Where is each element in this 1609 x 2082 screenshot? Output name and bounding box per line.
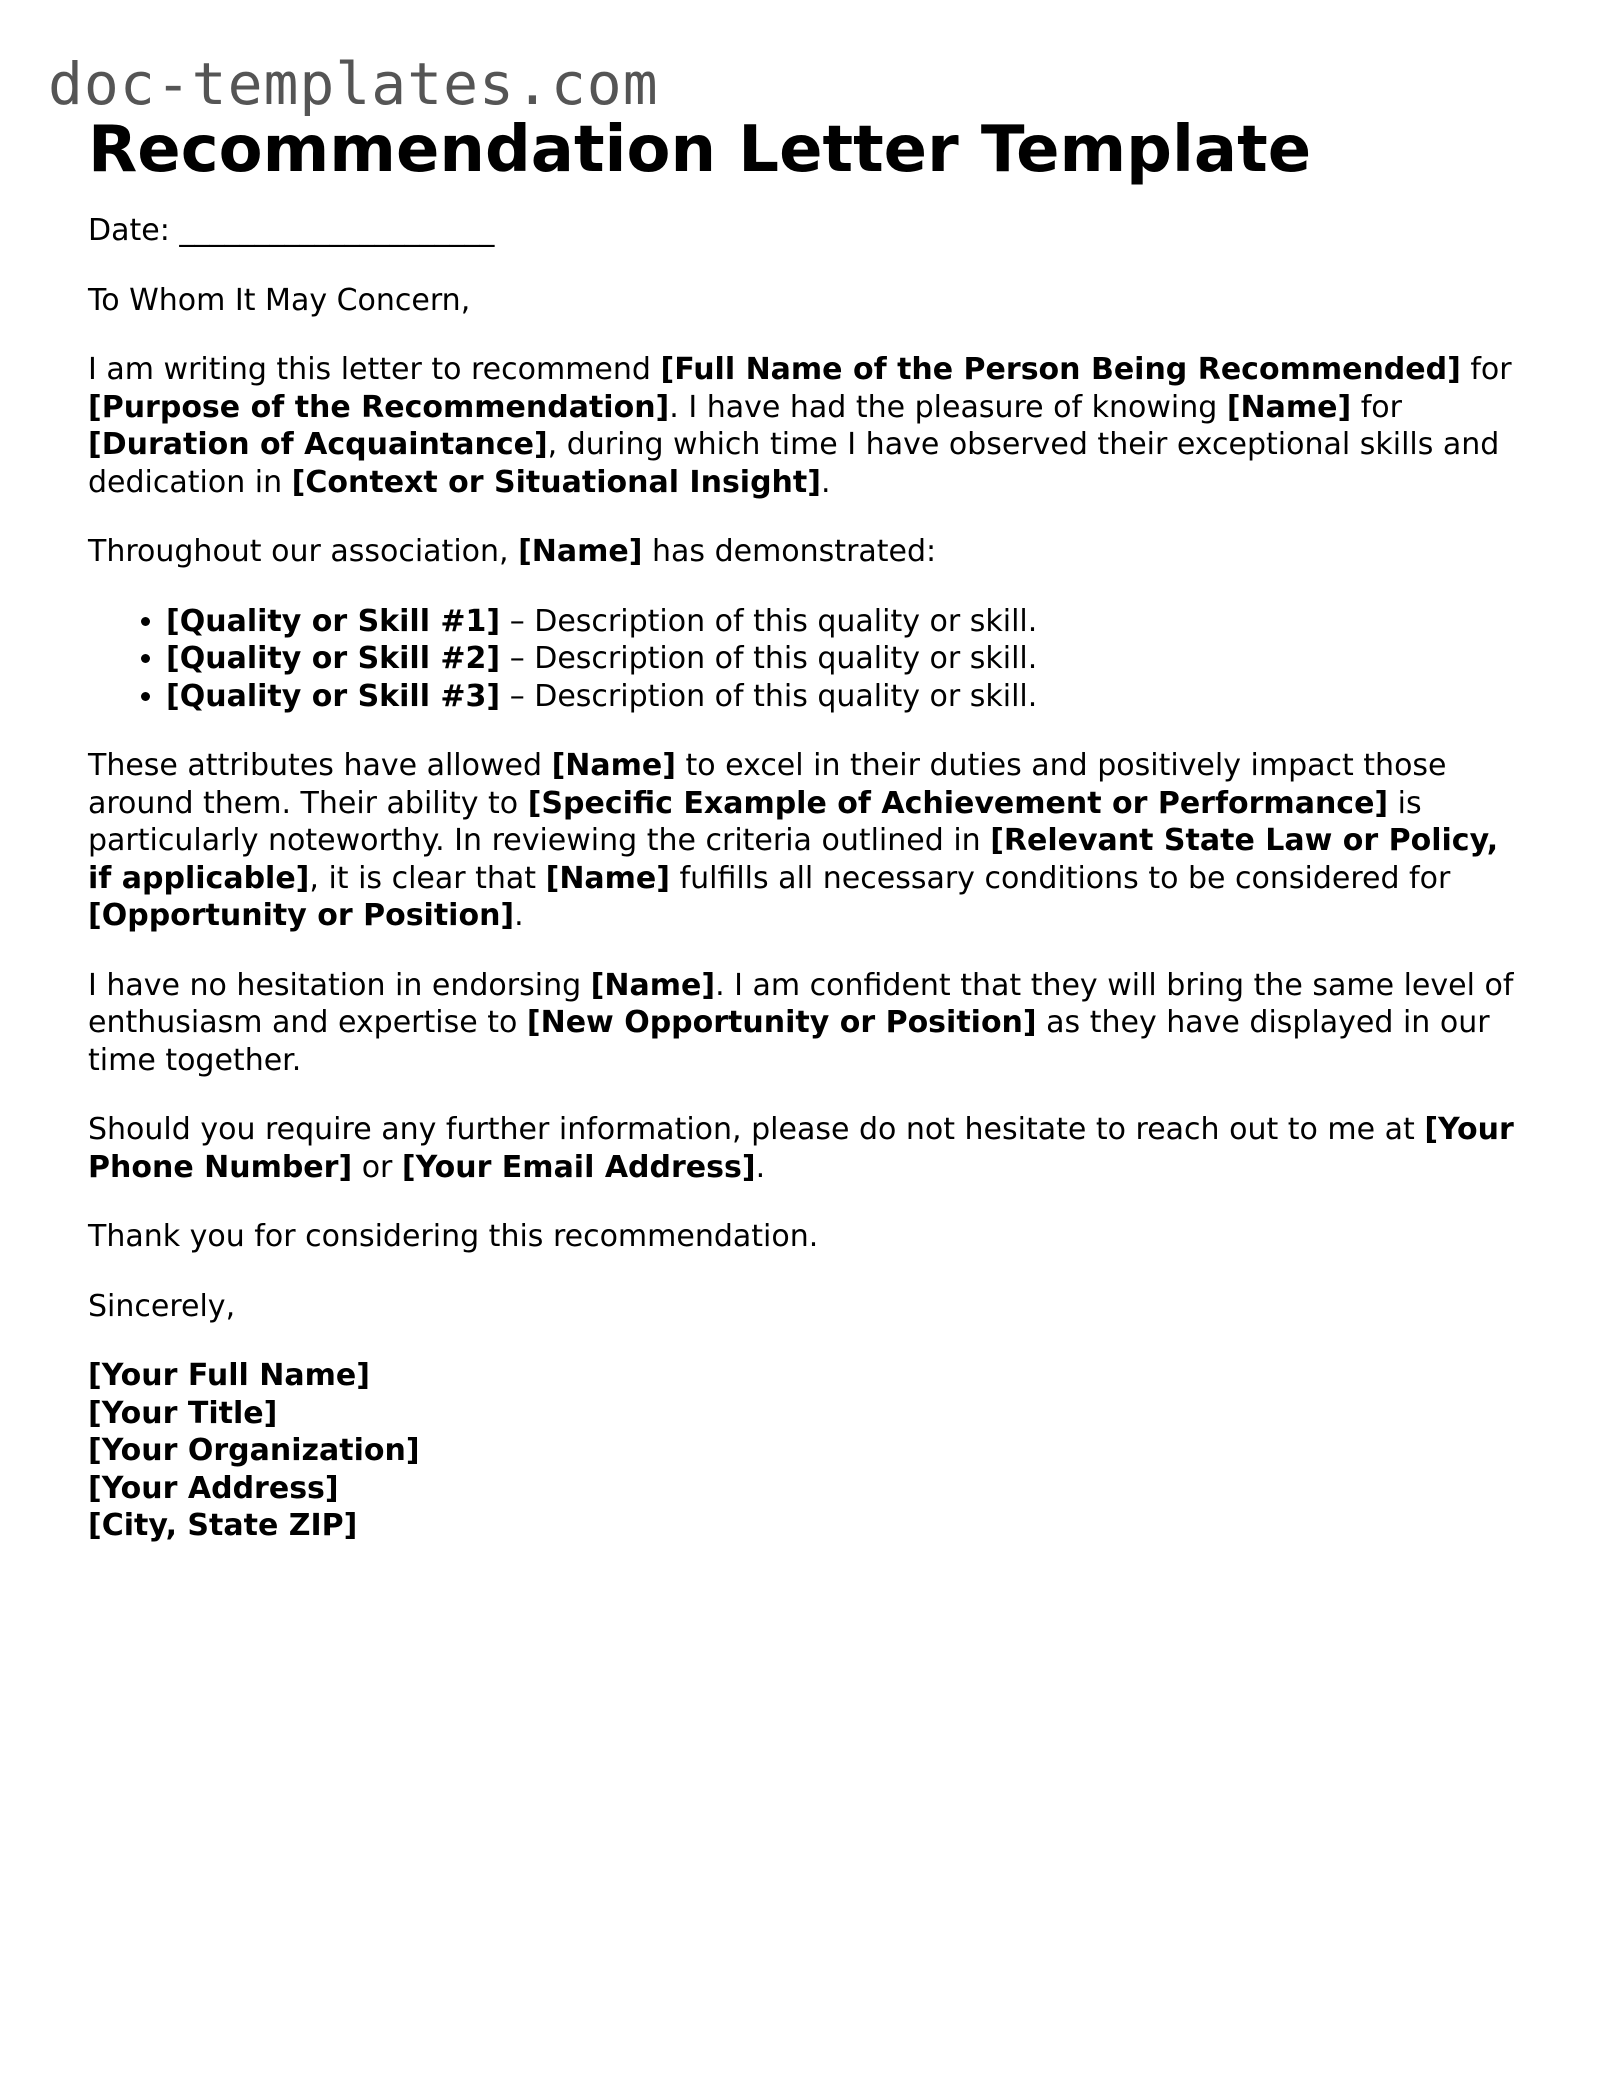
list-item <box>166 640 1518 678</box>
text: or <box>352 1149 402 1185</box>
placeholder-email: [Your Email Address] <box>401 1149 756 1185</box>
site-watermark: doc-templates.com <box>48 50 659 118</box>
placeholder-achievement: [Specific Example of Achievement or Performance] <box>527 785 1389 821</box>
placeholder-opportunity: [Opportunity or Position] <box>88 898 515 933</box>
text: , it is clear that <box>309 860 546 896</box>
letter-body <box>88 110 1518 1545</box>
text: . <box>755 1149 766 1185</box>
association-paragraph <box>88 533 1518 571</box>
placeholder-purpose: [Purpose of the Recommendation] <box>88 389 670 425</box>
placeholder-law-policy: [Relevant State Law or Policy, if applicable] <box>88 823 1499 896</box>
salutation: To Whom It May Concern, <box>88 282 471 318</box>
quality-description: – Description of this quality or skill. <box>500 603 1038 639</box>
text: These attributes have allowed <box>88 748 552 783</box>
text: is particularly noteworthy. In reviewing the criteria outlined in <box>88 785 1422 858</box>
text: has demonstrated: <box>642 534 937 569</box>
text: as they have displayed in our time together. <box>88 1005 1490 1078</box>
signature-organization: [Your Organization] <box>88 1433 420 1468</box>
attributes-paragraph <box>88 747 1518 935</box>
quality-description: – Description of this quality or skill. <box>500 678 1038 714</box>
quality-description: – Description of this quality or skill. <box>500 641 1038 676</box>
text: Throughout our association, <box>88 534 519 569</box>
closing-line: Sincerely, <box>88 1288 236 1324</box>
text: I am writing this letter to recommend <box>88 352 661 387</box>
endorsement-paragraph <box>88 967 1518 1080</box>
text: Should you require any further information, please do not hesitate to reach out to me at <box>88 1112 1425 1147</box>
placeholder-phone: [Your Phone Number] <box>88 1112 1514 1185</box>
list-item <box>166 678 1518 716</box>
text: . <box>514 898 524 933</box>
placeholder-name: [Name] <box>545 860 670 896</box>
thanks-line: Thank you for considering this recommendation. <box>88 1219 819 1254</box>
placeholder-duration: [Duration of Acquaintance] <box>88 427 548 462</box>
placeholder-full-name: [Full Name of the Person Being Recommended] <box>660 352 1461 387</box>
text: . <box>820 464 831 500</box>
placeholder-name: [Name] <box>590 967 716 1003</box>
signature-block <box>88 1357 1518 1545</box>
text: fulfills all necessary conditions to be considered for <box>670 860 1451 896</box>
quality-label: [Quality or Skill #2] <box>166 641 501 676</box>
text: . I am confident that they will bring the same level of enthusiasm and expertise to <box>88 967 1514 1040</box>
signature-address: [Your Address] <box>88 1470 339 1506</box>
text: , during which time I have observed their exceptional skills and dedication in <box>88 427 1500 500</box>
text: for <box>1460 352 1512 387</box>
placeholder-name: [Name] <box>1226 389 1352 425</box>
date-label: Date: <box>88 213 180 248</box>
date-blank: _____________________ <box>179 213 495 248</box>
placeholder-new-opportunity: [New Opportunity or Position] <box>526 1005 1037 1040</box>
signature-city-state-zip: [City, State ZIP] <box>88 1508 358 1543</box>
date-line <box>88 212 1518 250</box>
text: to excel in their duties and positively impact those around them. Their ability to <box>88 748 1447 821</box>
signature-full-name: [Your Full Name] <box>88 1358 370 1393</box>
intro-paragraph <box>88 351 1518 501</box>
text: I have no hesitation in endorsing <box>88 967 591 1003</box>
text: for <box>1351 389 1402 425</box>
contact-paragraph <box>88 1111 1518 1186</box>
text: . I have had the pleasure of knowing <box>669 389 1227 425</box>
signature-title: [Your Title] <box>88 1395 278 1431</box>
placeholder-name: [Name] <box>518 534 643 569</box>
quality-label: [Quality or Skill #3] <box>166 678 501 714</box>
qualities-list <box>88 603 1518 716</box>
quality-label: [Quality or Skill #1] <box>166 603 501 639</box>
placeholder-name: [Name] <box>551 748 676 783</box>
list-item <box>166 603 1518 641</box>
document-title: Recommendation Letter Template <box>88 113 1312 187</box>
placeholder-context: [Context or Situational Insight] <box>291 464 821 500</box>
